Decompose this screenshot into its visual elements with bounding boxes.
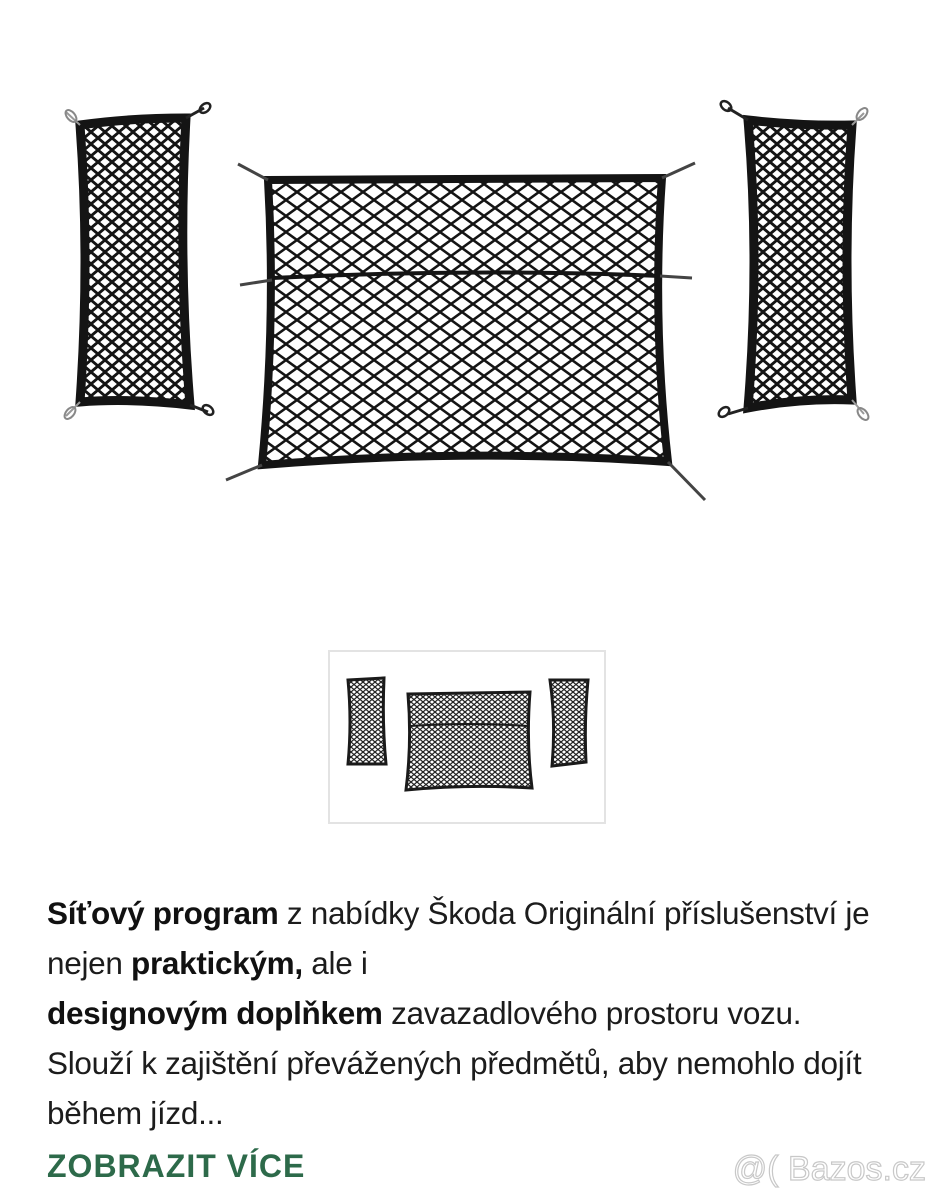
left-side-net (62, 101, 215, 421)
thumbnail-image[interactable] (328, 650, 606, 824)
right-side-net (717, 99, 871, 422)
desc-text-1: z nabídky Škoda Originální příslušenství je nejen (47, 895, 870, 981)
center-trunk-net (226, 163, 705, 500)
desc-text-3: zavazadlového prostoru vozu. Slouží k zajištění převážených předmětů, aby nemohlo dojít během jízd... (47, 995, 862, 1131)
bazos-watermark: @( Bazos.cz (732, 1150, 926, 1188)
desc-bold-2: praktickým, (131, 945, 303, 981)
product-description (47, 888, 887, 1138)
desc-bold-3: designovým doplňkem (47, 995, 383, 1031)
show-more-link[interactable]: ZOBRAZIT VÍCE (47, 1148, 306, 1184)
desc-text-2: ale i (302, 945, 368, 981)
desc-bold-1: Síťový program (47, 895, 279, 931)
